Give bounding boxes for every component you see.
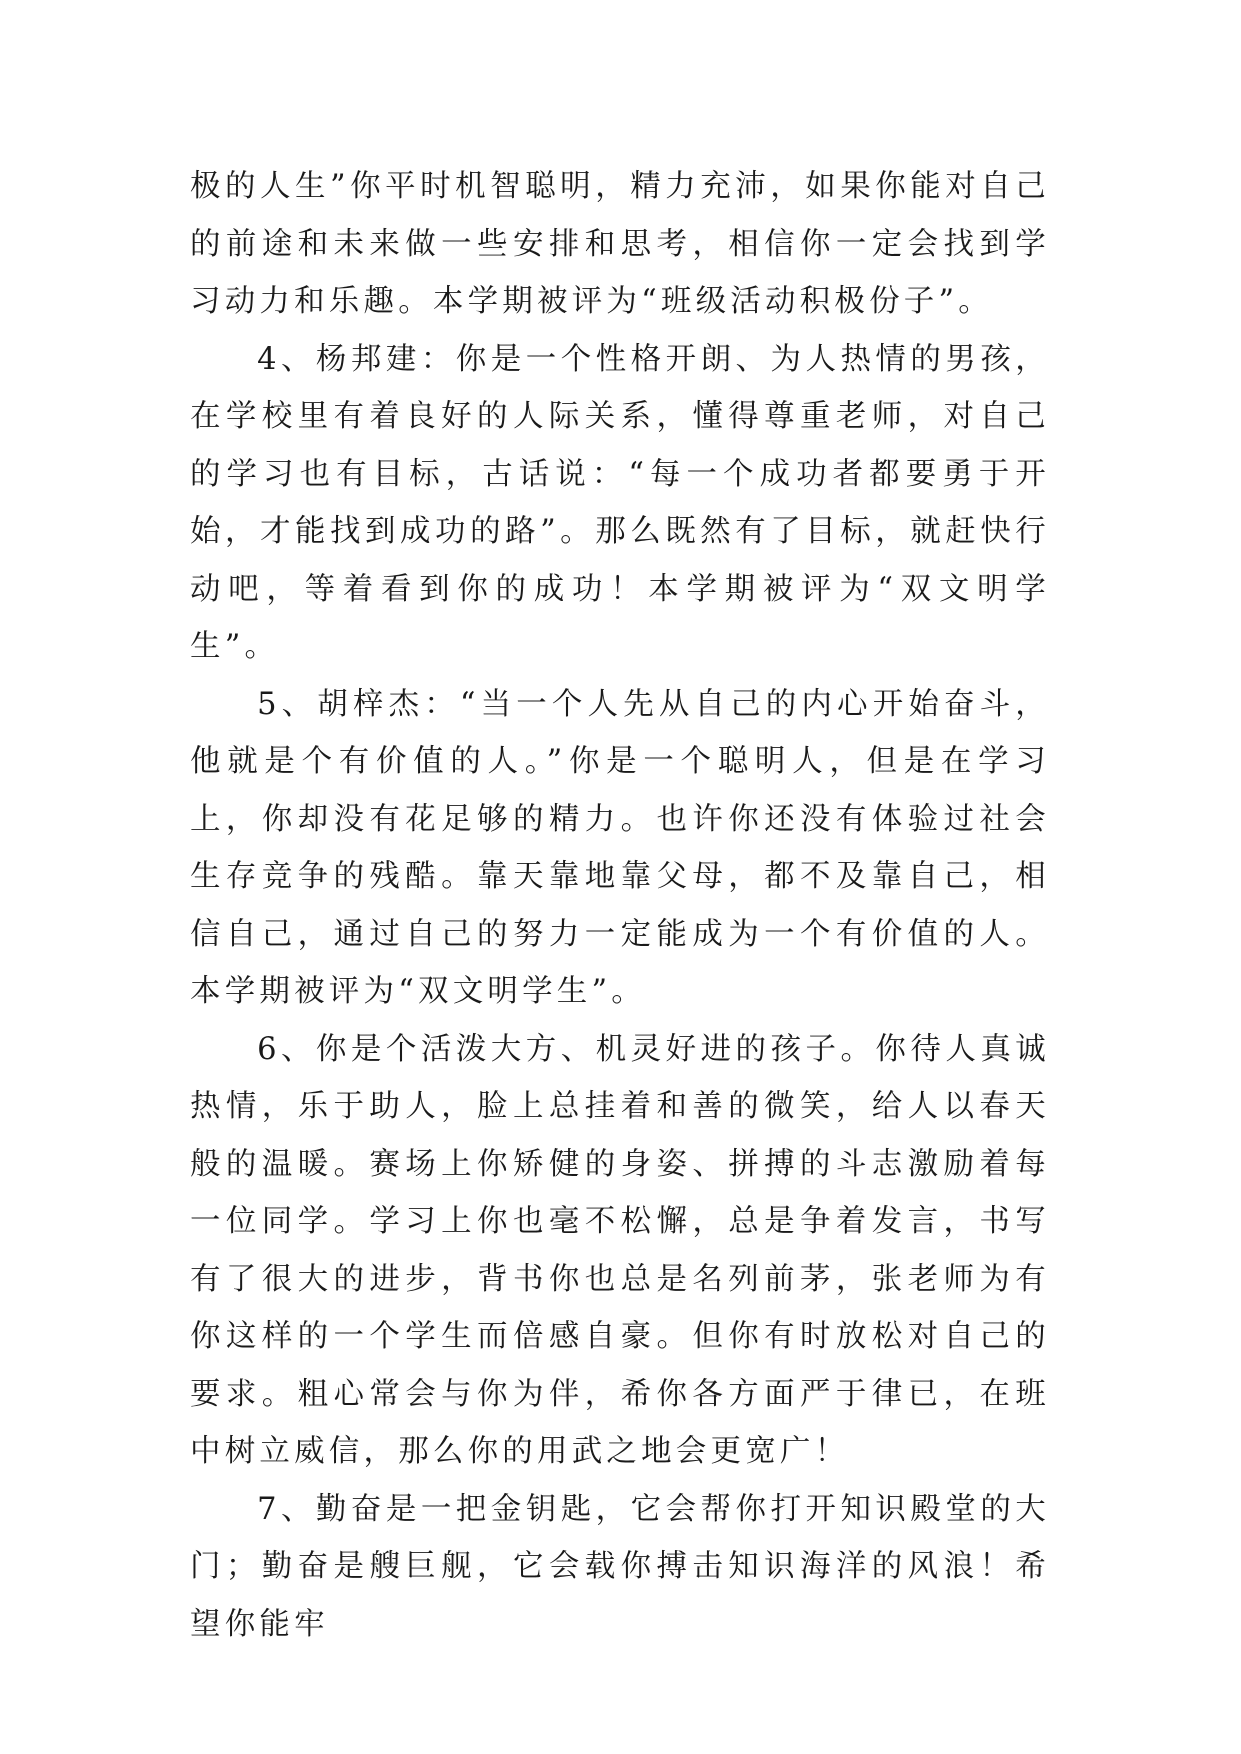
paragraph-comment-4: 4、杨邦建：你是一个性格开朗、为人热情的男孩，在学校里有着良好的人际关系，懂得尊重老师，对自己的学习也有目标，古话说：“每一个成功者都要勇于开始，才能找到成功的路”。那么既然有了目标，就赶快行动吧，等着看到你的成功！本学期被评为“双文明学生”。	[190, 341, 1050, 664]
paragraph-comment-7: 7、勤奋是一把金钥匙，它会帮你打开知识殿堂的大门；勤奋是艘巨舰，它会载你搏击知识海洋的风浪！希望你能牢	[190, 1491, 1050, 1642]
paragraph-comment-6: 6、你是个活泼大方、机灵好进的孩子。你待人真诚热情，乐于助人，脸上总挂着和善的微笑，给人以春天般的温暖。赛场上你矫健的身姿、拼搏的斗志激励着每一位同学。学习上你也毫不松懈，总是争着发言，书写有了很大的进步，背书你也总是名列前茅，张老师为有你这样的一个学生而倍感自豪。但你有时放松对自己的要求。粗心常会与你为伴，希你各方面严于律已，在班中树立威信，那么你的用武之地会更宽广！	[190, 1031, 1050, 1469]
paragraph-comment-5: 5、胡梓杰：“当一个人先从自己的内心开始奋斗，他就是个有价值的人。”你是一个聪明人，但是在学习上，你却没有花足够的精力。也许你还没有体验过社会生存竞争的残酷。靠天靠地靠父母，都不及靠自己，相信自己，通过自己的努力一定能成为一个有价值的人。本学期被评为“双文明学生”。	[190, 686, 1050, 1009]
document-body	[190, 158, 1050, 1653]
paragraph-continuation: 极的人生”你平时机智聪明，精力充沛，如果你能对自己的前途和未来做一些安排和思考，相信你一定会找到学习动力和乐趣。本学期被评为“班级活动积极份子”。	[190, 169, 1050, 319]
